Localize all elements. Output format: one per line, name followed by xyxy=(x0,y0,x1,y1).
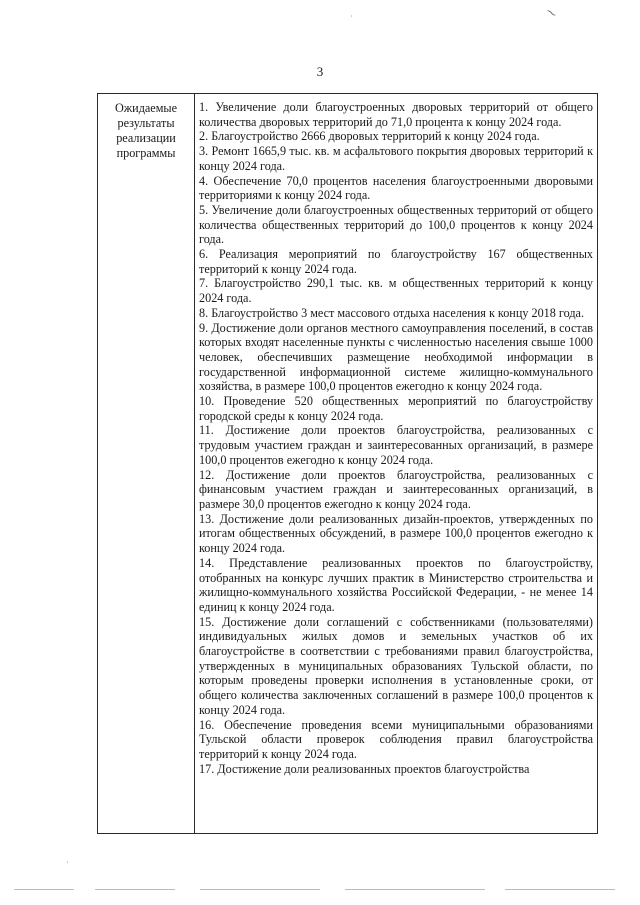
result-item: 17. Достижение доли реализованных проектов благоустройства xyxy=(199,761,530,776)
result-item: 15. Достижение доли соглашений с собственниками (пользователями) индивидуальных жилых домов и земельных участков об их благоустройстве в соответствии с требованиями правил благоустройства, утвержденных в муниципальных образованиях Тульской области, по которым проведены проверки исполнения в установленные сроки, от общего количества заключенных соглашений в размере 100,0 процентов к концу 2024 года. xyxy=(199,614,593,717)
scan-edge-line xyxy=(200,889,320,890)
scan-dot: · xyxy=(66,858,69,867)
result-item: 11. Достижение доли проектов благоустройства, реализованных с трудовым участием граждан и заинтересованных организаций, в размере 100,0 процентов ежегодно к концу 2024 года. xyxy=(199,423,593,467)
result-item: 14. Представление реализованных проектов по благоустройству, отобранных на конкурс лучших практик в Министерство строительства и жилищно-коммунального хозяйства Российской Федерации, - не менее 14 единиц к концу 2024 года. xyxy=(199,555,593,614)
results-list xyxy=(195,94,597,833)
row-label-cell xyxy=(98,94,195,833)
scan-artifact: ⁓ xyxy=(543,6,559,21)
result-item: 6. Реализация мероприятий по благоустройству 167 общественных территорий к концу 2024 года. xyxy=(199,247,593,276)
result-item: 13. Достижение доли реализованных дизайн-проектов, утвержденных по итогам общественных обсуждений, в размере 100,0 процентов ежегодно к концу 2024 года. xyxy=(199,511,593,556)
result-item: 10. Проведение 520 общественных мероприятий по благоустройству городской среды к концу 2024 года. xyxy=(199,394,593,423)
result-item: 4. Обеспечение 70,0 процентов населения благоустроенными дворовыми территориями к концу 2024 года. xyxy=(199,173,593,203)
scan-edge-line xyxy=(14,889,74,890)
row-label: Ожидаемые результаты реализации программы xyxy=(114,101,178,160)
scan-edge-line xyxy=(345,889,485,890)
results-table xyxy=(97,93,598,834)
result-item: 12. Достижение доли проектов благоустройства, реализованных с финансовым участием граждан и заинтересованных организаций, в размере 30,0 процентов ежегодно к концу 2024 года. xyxy=(199,467,593,511)
page-number: 3 xyxy=(316,64,324,79)
result-item: 3. Ремонт 1665,9 тыс. кв. м асфальтового покрытия дворовых территорий к концу 2024 года. xyxy=(199,144,593,173)
result-item: 16. Обеспечение проведения всеми муниципальными образованиями Тульской области проверок соблюдения правил благоустройства территорий к концу 2024 года. xyxy=(199,717,593,761)
result-item: 7. Благоустройство 290,1 тыс. кв. м общественных территорий к концу 2024 года. xyxy=(199,276,593,306)
result-item: 8. Благоустройство 3 мест массового отдыха населения к концу 2018 года. xyxy=(199,305,585,320)
result-item: 5. Увеличение доли благоустроенных общественных территорий от общего количества общественных территорий до 100,0 процентов к концу 2024 года. xyxy=(199,202,593,247)
scan-dot: · xyxy=(350,12,353,21)
result-item: 9. Достижение доли органов местного самоуправления поселений, в состав которых входят населенные пункты с численностью населения свыше 1000 человек, обеспечивших размещение необходимой информации в государственной информационной системе жилищно-коммунального хозяйства, в размере 100,0 процентов ежегодно к концу 2024 года. xyxy=(199,320,593,394)
scan-edge-line xyxy=(505,889,615,890)
result-item: 1. Увеличение доли благоустроенных дворовых территорий от общего количества дворовых территорий до 71,0 процента к концу 2024 года. xyxy=(199,100,593,129)
result-item: 2. Благоустройство 2666 дворовых территорий к концу 2024 года. xyxy=(199,129,540,144)
scan-edge-line xyxy=(95,889,175,890)
